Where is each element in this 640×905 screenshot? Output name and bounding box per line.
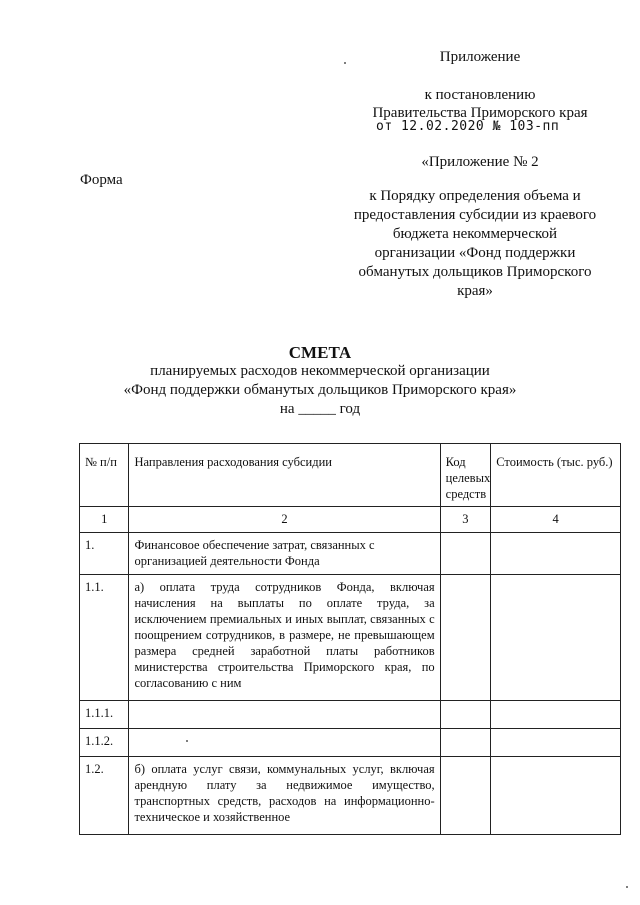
row-cost bbox=[491, 533, 621, 575]
table-row bbox=[80, 575, 621, 701]
table-row bbox=[80, 757, 621, 835]
row-number: 1. bbox=[80, 533, 129, 575]
estimate-table bbox=[79, 443, 621, 835]
row-cost bbox=[491, 575, 621, 701]
title-line-1: планируемых расходов некоммерческой организации bbox=[150, 363, 490, 379]
row-text: Финансовое обеспечение затрат, связанных с организацией деятельности Фонда bbox=[129, 533, 440, 575]
row-cost bbox=[491, 701, 621, 729]
row-number: 1.1.2. bbox=[80, 729, 129, 757]
row-text bbox=[129, 701, 440, 729]
government-label: Правительства Приморского края bbox=[372, 105, 588, 121]
order-line: к Порядку определения объема и bbox=[369, 188, 581, 204]
column-header-cost: Стоимость (тыс. руб.) bbox=[491, 444, 621, 507]
row-number: 1.1.1. bbox=[80, 701, 129, 729]
column-header-direction: Направления расходования субсидии bbox=[129, 444, 440, 507]
column-number: 3 bbox=[440, 507, 491, 533]
form-label: Форма bbox=[80, 172, 123, 188]
table-row bbox=[80, 701, 621, 729]
order-line: организации «Фонд поддержки bbox=[374, 245, 576, 261]
row-number: 1.2. bbox=[80, 757, 129, 835]
date-number-stamp: от 12.02.2020 № 103-пп bbox=[376, 119, 560, 134]
row-text bbox=[129, 729, 440, 757]
row-text: б) оплата услуг связи, коммунальных услуг, включая арендную плату за недвижимое имущество, транспортных средств, расходов на информационно-техническое и хозяйственное bbox=[129, 757, 440, 835]
order-line: бюджета некоммерческой bbox=[392, 226, 558, 242]
order-block bbox=[330, 187, 620, 301]
row-code bbox=[440, 729, 491, 757]
row-cost bbox=[491, 757, 621, 835]
order-line: края» bbox=[457, 283, 493, 299]
order-line: обманутых дольщиков Приморского bbox=[358, 264, 592, 280]
row-text: а) оплата труда сотрудников Фонда, включая начисления на выплаты по оплате труда, за исключением премиальных и иных выплат, связанных с поощрением сотрудников, в размере, не превышающем размера средней заработной платы работников министерства строительства Приморского края, по согласованию с ним bbox=[129, 575, 440, 701]
row-code bbox=[440, 757, 491, 835]
scan-speck bbox=[626, 886, 628, 888]
column-header-code: Код целевых средств bbox=[440, 444, 491, 507]
title-line-2: «Фонд поддержки обманутых дольщиков Приморского края» bbox=[123, 382, 517, 398]
column-number: 2 bbox=[129, 507, 440, 533]
column-number-row bbox=[80, 507, 621, 533]
row-code bbox=[440, 701, 491, 729]
appendix2-label: «Приложение № 2 bbox=[421, 154, 539, 170]
column-number: 1 bbox=[80, 507, 129, 533]
row-cost bbox=[491, 729, 621, 757]
row-code bbox=[440, 533, 491, 575]
table-row bbox=[80, 533, 621, 575]
resolution-label: к постановлению bbox=[424, 87, 536, 103]
column-header-number: № п/п bbox=[80, 444, 129, 507]
appendix-label: Приложение bbox=[439, 49, 521, 65]
document-title: СМЕТА bbox=[288, 343, 352, 362]
scan-speck bbox=[186, 740, 188, 742]
row-code bbox=[440, 575, 491, 701]
table-row bbox=[80, 729, 621, 757]
row-number: 1.1. bbox=[80, 575, 129, 701]
order-line: предоставления субсидии из краевого bbox=[353, 207, 597, 223]
scan-speck bbox=[344, 62, 346, 64]
title-line-3: на _____ год bbox=[279, 401, 361, 417]
table-header-row bbox=[80, 444, 621, 507]
column-number: 4 bbox=[491, 507, 621, 533]
